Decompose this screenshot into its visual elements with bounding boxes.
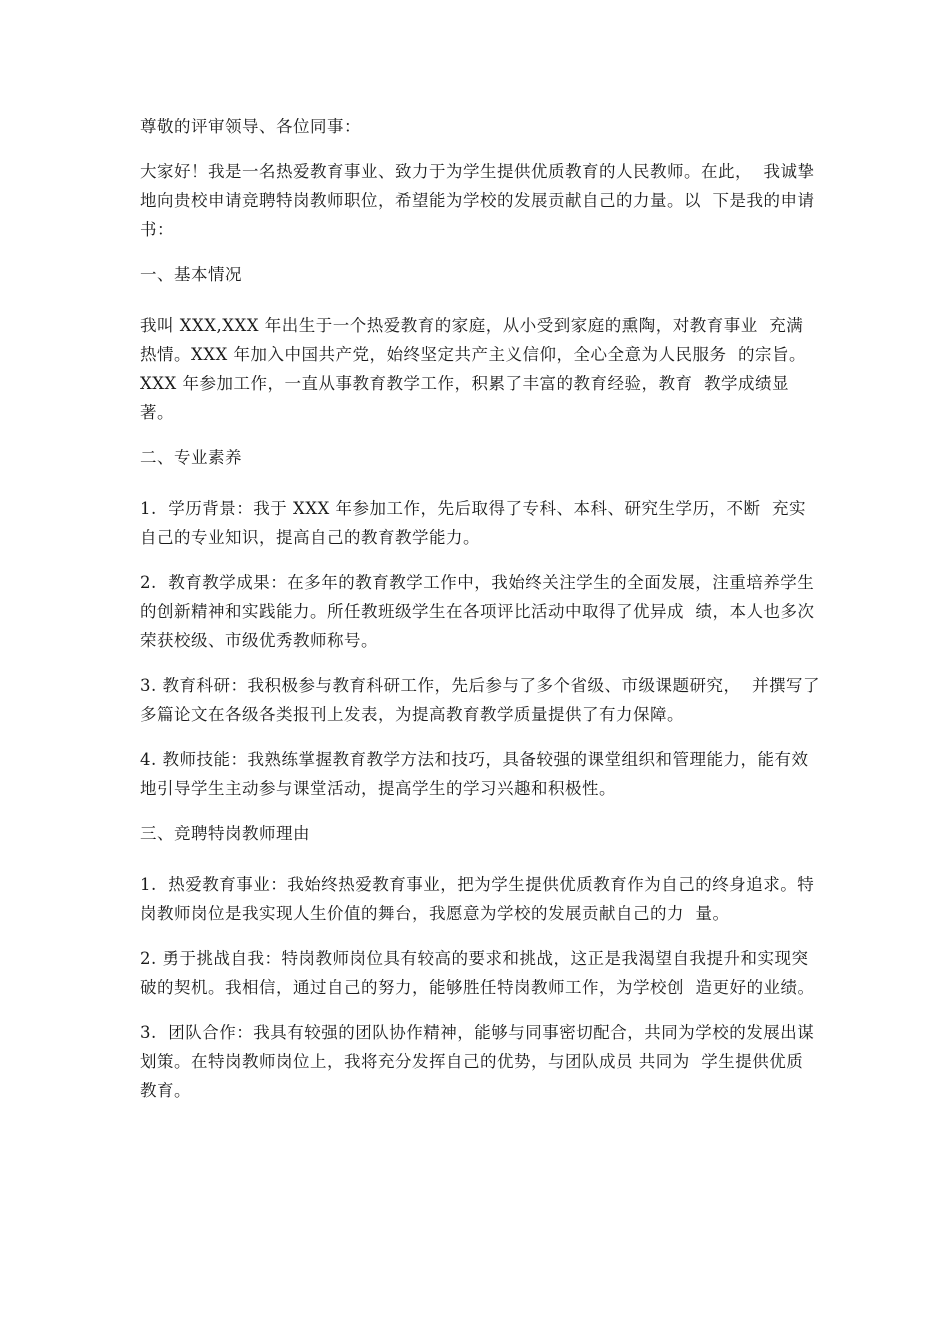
professional-item-3: 3. 教育科研：我积极参与教育科研工作，先后参与了多个省级、市级课题研究， 并撰写了多篇论文在各级各类报刊上发表，为提高教育教学质量提供了有力保障。 bbox=[140, 676, 820, 724]
professional-item-2: 2. 教育教学成果：在多年的教育教学工作中，我始终关注学生的全面发展，注重培养学生的创新精神和实践能力。所任教班级学生在各项评比活动中取得了优异成 绩，本人也多次荣获校级、市级优秀教师称号。 bbox=[140, 573, 815, 650]
basic-info-paragraph: 我叫 XXX,XXX 年出生于一个热爱教育的家庭，从小受到家庭的熏陶，对教育事业 充满热情。XXX 年加入中国共产党，始终坚定共产主义信仰，全心全意为人民服务 的宗旨。XXX 年参加工作，一直从事教育教学工作，积累了丰富的教育经验，教育 教学成绩显著。 bbox=[140, 316, 806, 422]
section-heading-basic-info: 一、基本情况 bbox=[140, 265, 242, 284]
section-heading-professional: 二、专业素养 bbox=[140, 448, 242, 467]
reason-item-3: 3. 团队合作：我具有较强的团队协作精神，能够与同事密切配合，共同为学校的发展出谋划策。在特岗教师岗位上，我将充分发挥自己的优势，与团队成员 共同为 学生提供优质教育。 bbox=[140, 1023, 815, 1100]
professional-item-4: 4. 教师技能：我熟练掌握教育教学方法和技巧，具备较强的课堂组织和管理能力，能有效地引导学生主动参与课堂活动，提高学生的学习兴趣和积极性。 bbox=[140, 750, 809, 798]
reason-item-2: 2. 勇于挑战自我：特岗教师岗位具有较高的要求和挑战，这正是我渴望自我提升和实现突破的契机。我相信，通过自己的努力，能够胜任特岗教师工作，为学校创 造更好的业绩。 bbox=[140, 949, 815, 997]
intro-paragraph: 大家好！我是一名热爱教育事业、致力于为学生提供优质教育的人民教师。在此， 我诚挚地向贵校申请竞聘特岗教师职位，希望能为学校的发展贡献自己的力量。以 下是我的申请书： bbox=[140, 162, 815, 239]
professional-item-1: 1. 学历背景：我于 XXX 年参加工作，先后取得了专科、本科、研究生学历，不断 充实自己的专业知识，提高自己的教育教学能力。 bbox=[140, 499, 806, 547]
document-page bbox=[140, 112, 820, 1105]
salutation: 尊敬的评审领导、各位同事： bbox=[140, 117, 361, 136]
section-heading-reasons: 三、竞聘特岗教师理由 bbox=[140, 824, 310, 843]
reason-item-1: 1. 热爱教育事业：我始终热爱教育事业，把为学生提供优质教育作为自己的终身追求。特岗教师岗位是我实现人生价值的舞台，我愿意为学校的发展贡献自己的力 量。 bbox=[140, 875, 815, 923]
